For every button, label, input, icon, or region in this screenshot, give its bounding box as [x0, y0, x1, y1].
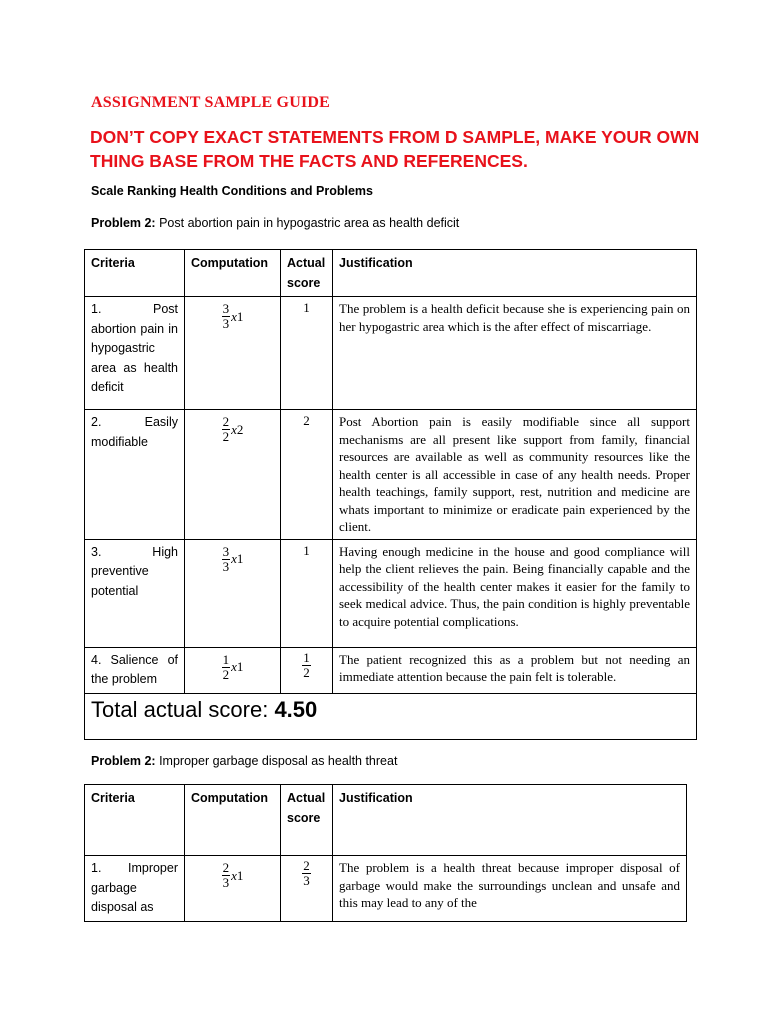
computation-fraction: $\frac{2}{2}$ [222, 414, 230, 444]
score-fraction: $\frac{2}{3}$ [303, 858, 310, 888]
score-cell [281, 647, 333, 693]
problem-1-label: Problem 2: [91, 216, 156, 230]
header-criteria: Criteria [85, 250, 185, 297]
total-value: 4.50 [274, 696, 318, 722]
header-actual-score: Actual score [281, 250, 333, 297]
table-row [85, 539, 697, 647]
total-label: Total actual score: [91, 696, 275, 722]
assignment-title: ASSIGNMENT SAMPLE GUIDE [91, 94, 331, 111]
score-cell: 1 [281, 297, 333, 410]
criteria-cell: 2. Easily modifiable [85, 410, 185, 540]
justification-cell: The patient recognized this as a problem but not needing an immediate attention because the pain felt is tolerable. [333, 647, 697, 693]
problem-1-heading [91, 216, 459, 230]
computation-cell: $\frac{1}{2}$ x 1 [185, 647, 281, 693]
scale-table-1 [84, 249, 697, 740]
computation-cell: $\frac{2}{3}$ x 1 [185, 856, 281, 922]
score-cell [281, 856, 333, 922]
table-row [85, 856, 687, 922]
computation-fraction: $\frac{2}{3}$ [222, 860, 230, 890]
header-criteria: Criteria [85, 785, 185, 856]
header-justification: Justification [333, 250, 697, 297]
criteria-cell: 1. Improper garbage disposal as [85, 856, 185, 922]
justification-cell: The problem is a health threat because improper disposal of garbage would make the surroundings unclean and unsafe and this may lead to any of the [333, 856, 687, 922]
header-actual-score: Actual score [281, 785, 333, 856]
computation-fraction: $\frac{3}{3}$ [222, 301, 230, 331]
computation-fraction: $\frac{1}{2}$ [222, 651, 230, 682]
header-justification: Justification [333, 785, 687, 856]
copy-warning: DON’T COPY EXACT STATEMENTS FROM D SAMPLE, MAKE YOUR OWN THING BASE FROM THE FACTS AND REFERENCES. [90, 127, 700, 171]
table-header-row [85, 250, 697, 297]
table-row [85, 647, 697, 693]
criteria-cell: 3. High preventive potential [85, 539, 185, 647]
total-actual-score [85, 693, 697, 739]
table-header-row [85, 785, 687, 856]
section-subheading: Scale Ranking Health Conditions and Problems [91, 184, 373, 198]
computation-cell: $\frac{3}{3}$ x 1 [185, 539, 281, 647]
score-cell: 2 [281, 410, 333, 540]
header-computation: Computation [185, 250, 281, 297]
justification-cell: The problem is a health deficit because she is experiencing pain on her hypogastric area which is the after effect of miscarriage. [333, 297, 697, 410]
criteria-cell: 4. Salience of the problem [85, 647, 185, 693]
problem-2-label: Problem 2: [91, 754, 156, 768]
header-computation: Computation [185, 785, 281, 856]
problem-2-text: Improper garbage disposal as health threat [155, 754, 398, 768]
computation-cell: $\frac{3}{3}$ x 1 [185, 297, 281, 410]
justification-cell: Post Abortion pain is easily modifiable since all support mechanisms are all present like support from family, financial resources are available as well as community resources like the health center is all accessible in case of any health needs. Proper health teachings, family support, rest, nutrition and medicine are whats important to minimize or eradicate pain experienced by the client. [333, 410, 697, 540]
score-fraction: $\frac{1}{2}$ [303, 649, 310, 680]
table-row [85, 410, 697, 540]
table-row [85, 297, 697, 410]
computation-cell: $\frac{2}{2}$ x 2 [185, 410, 281, 540]
justification-cell: Having enough medicine in the house and good compliance will help the client relieves the pain. Being financially capable and the accessibility of the health center makes it easier for the family to seek medical advice. Thus, the pain condition is highly preventable to acquire potential complications. [333, 539, 697, 647]
score-cell: 1 [281, 539, 333, 647]
scale-table-2 [84, 784, 687, 922]
computation-fraction: $\frac{3}{3}$ [222, 543, 230, 574]
criteria-cell: 1. Post abortion pain in hypogastric area as health deficit [85, 297, 185, 410]
problem-1-text: Post abortion pain in hypogastric area as health deficit [155, 216, 460, 230]
total-row [85, 693, 697, 739]
problem-2-heading [91, 754, 397, 768]
